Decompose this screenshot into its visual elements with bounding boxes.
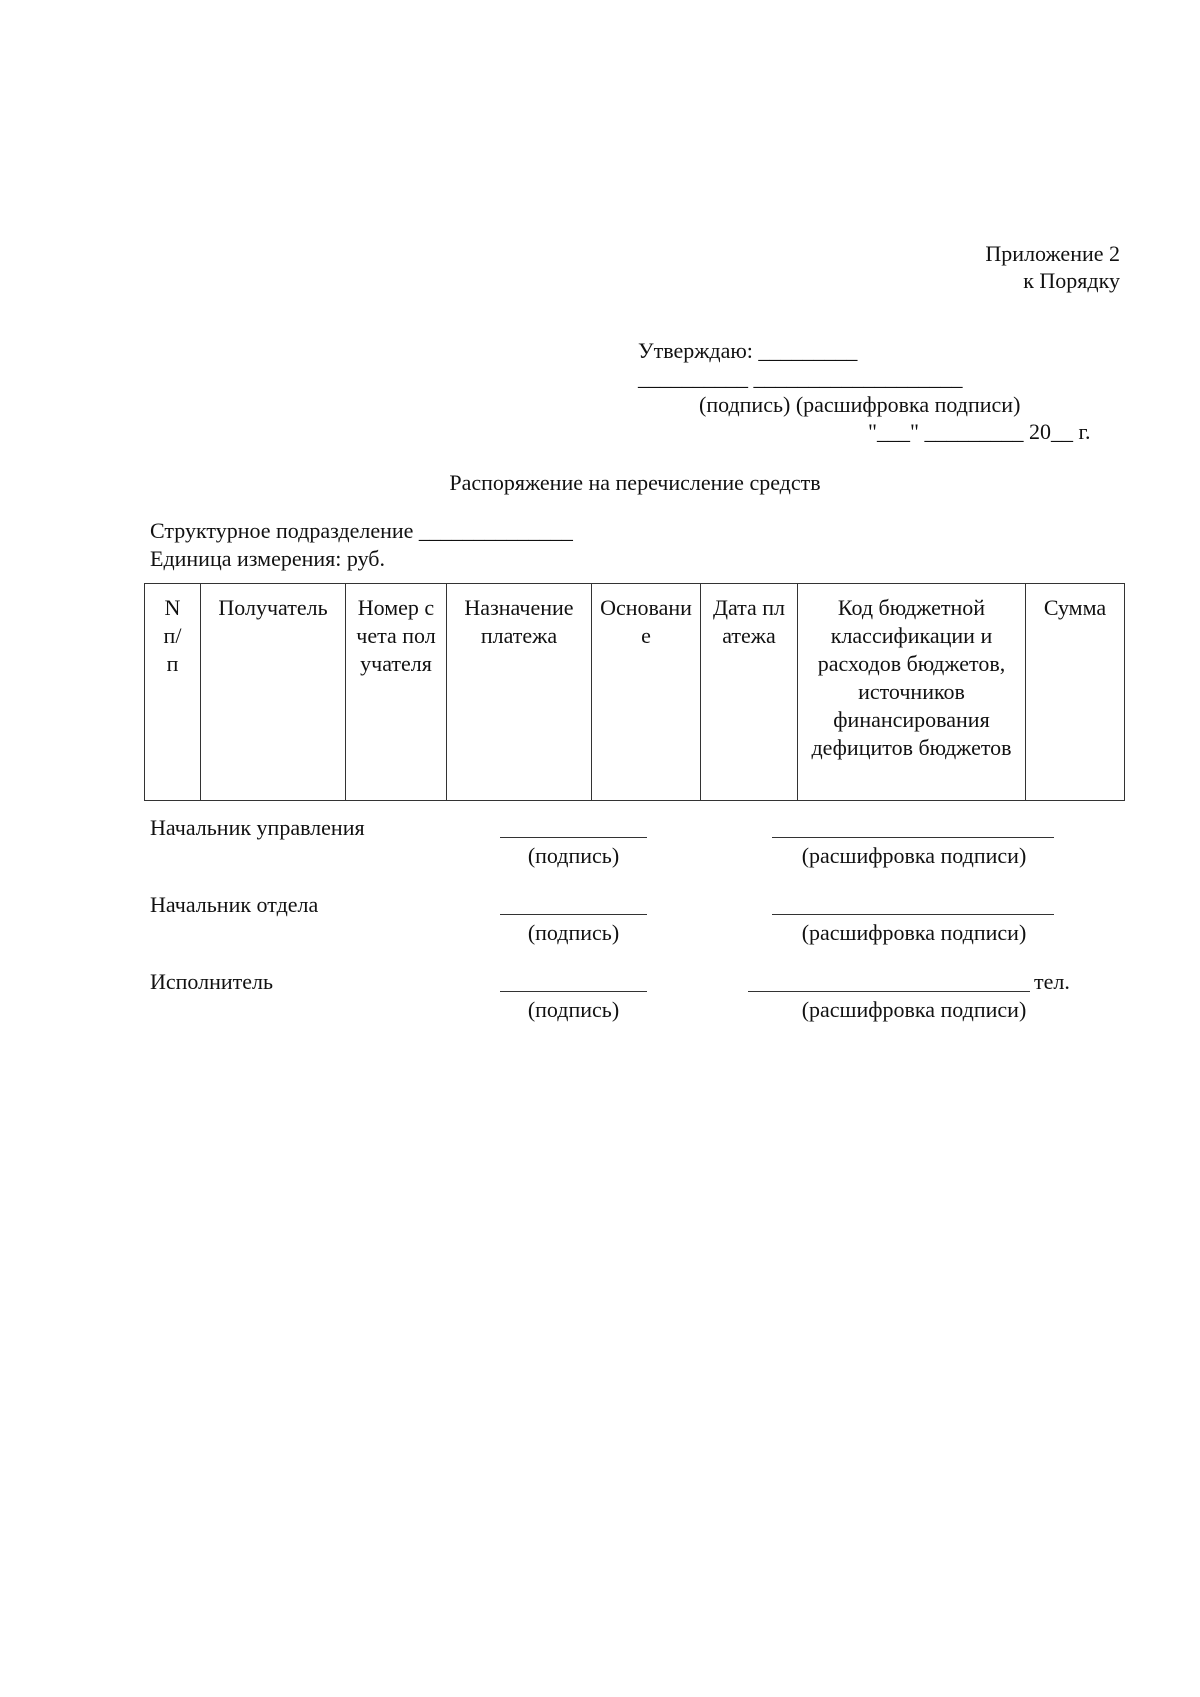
header-recipient: Получатель — [201, 584, 346, 801]
unit-of-measure: Единица измерения: руб. — [150, 546, 385, 571]
table-header-row — [145, 584, 1125, 801]
structural-division: Структурное подразделение ______________ — [150, 518, 573, 543]
header-basis: Основание — [592, 584, 701, 801]
signature-caption: (подпись) — [527, 997, 620, 1022]
signature-decode-caption: (расшифровка подписи) — [801, 843, 1027, 868]
phone-label: тел. — [1034, 969, 1070, 994]
signature-caption: (подпись) — [527, 843, 620, 868]
signature-caption: (подпись) — [527, 920, 620, 945]
header-number: N п/п — [145, 584, 201, 801]
header-budget-code: Код бюджетной классификации и расходов бюджетов, источников финансирования дефицитов бюджетов — [798, 584, 1026, 801]
approval-block — [638, 338, 1118, 446]
appendix-number: Приложение 2 — [985, 241, 1120, 266]
signature-role: Начальник отдела — [150, 892, 319, 917]
signature-row-head-of-section — [150, 892, 1120, 952]
header-account-number: Номер счета получателя — [346, 584, 447, 801]
signature-line[interactable] — [500, 815, 647, 838]
signature-decode-line[interactable] — [772, 815, 1054, 838]
signature-decode-caption: (расшифровка подписи) — [801, 997, 1027, 1022]
header-payment-date: Дата платежа — [701, 584, 798, 801]
signature-row-head-of-department — [150, 815, 1120, 875]
signature-decode-line[interactable] — [748, 969, 1030, 992]
approval-date: "___" _________ 20__ г. — [868, 419, 1091, 444]
payment-table — [144, 583, 1125, 801]
appendix-reference — [720, 241, 1120, 295]
appendix-target: к Порядку — [1023, 267, 1120, 293]
approval-signature-lines: __________ ___________________ — [638, 365, 963, 390]
approval-label: Утверждаю: _________ — [638, 338, 858, 363]
approval-captions: (подпись) (расшифровка подписи) — [699, 392, 1021, 417]
document-title: Распоряжение на перечисление средств — [449, 470, 821, 495]
signature-row-executor — [150, 969, 1120, 1029]
header-amount: Сумма — [1026, 584, 1125, 801]
signature-role: Исполнитель — [150, 969, 274, 994]
signature-line[interactable] — [500, 892, 647, 915]
signature-line[interactable] — [500, 969, 647, 992]
document-meta — [150, 518, 850, 574]
signature-role: Начальник управления — [150, 815, 365, 840]
header-payment-purpose: Назначение платежа — [447, 584, 592, 801]
signature-decode-caption: (расшифровка подписи) — [801, 920, 1027, 945]
signature-decode-line[interactable] — [772, 892, 1054, 915]
